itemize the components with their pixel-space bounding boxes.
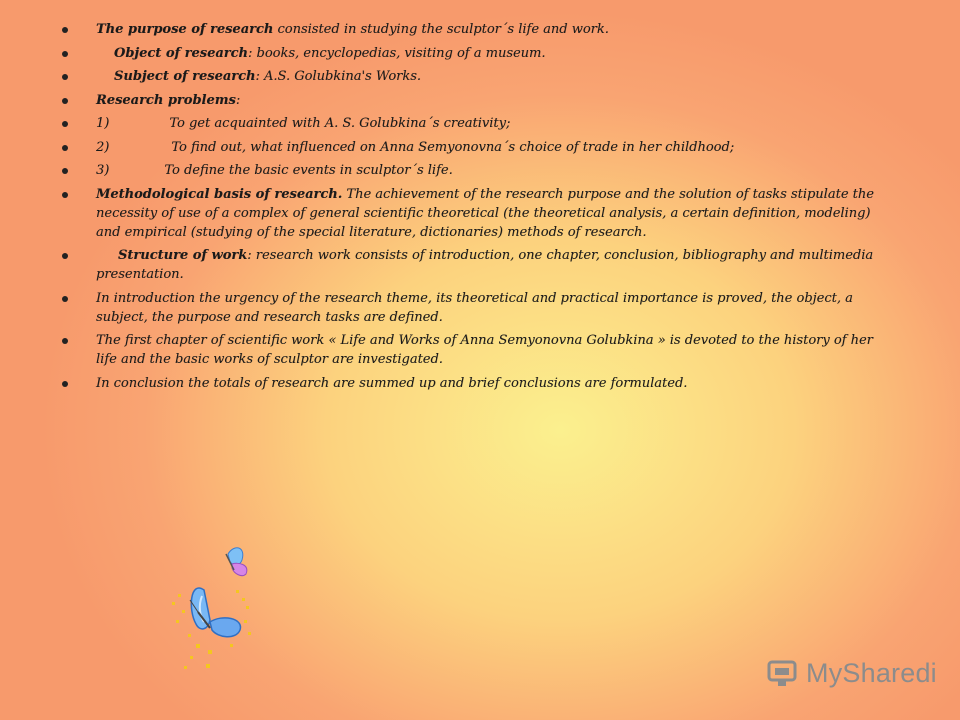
bullet-text: To find out, what influenced on Anna Semyonovna´s choice of trade in her childhood;	[171, 139, 735, 155]
bullet-text: consisted in studying the sculptor´s life and work.	[273, 22, 609, 37]
bullet-first-chapter	[60, 331, 880, 369]
bullet-text: :	[235, 92, 241, 108]
bullet-text: To get acquainted with A. S. Golubkina´s creativity;	[169, 116, 511, 131]
bullet-structure	[60, 246, 880, 284]
bullet-problem-3	[60, 161, 880, 180]
bullet-text: The first chapter of scientific work « Life and Works of Anna Semyonovna Golubkina » is devoted to the history of her life and the basic works of sculptor are investigated.	[96, 333, 873, 367]
mycloud-icon	[766, 657, 800, 689]
bullet-methodology	[60, 185, 880, 242]
bullet-lead: Subject of research	[114, 69, 256, 84]
watermark-text: MySharedi	[806, 657, 937, 688]
bullet-text: The achievement of the research purpose and the solution of tasks stipulate the necessity of use of a complex of general scientific theoretical (the theoretical analysis, a certain definition, modeling) and empirical (studying of the special literature, dictionaries) methods of research.	[96, 186, 874, 240]
problem-number: 2)	[96, 139, 110, 155]
bullet-dot	[62, 121, 68, 127]
bullet-text: In conclusion the totals of research are summed up and brief conclusions are formulated.	[96, 375, 688, 391]
bullet-lead: Methodological basis of research.	[96, 186, 343, 202]
bullet-text: To define the basic events in sculptor´s life.	[164, 163, 453, 178]
bullet-lead: Object of research	[114, 45, 248, 61]
bullet-conclusion	[60, 374, 880, 393]
bullet-subject	[60, 67, 880, 86]
bullet-dot	[62, 51, 68, 57]
bullet-object	[60, 44, 880, 63]
bullet-problems	[60, 91, 880, 110]
bullet-dot	[62, 145, 68, 151]
bullet-dot	[62, 381, 68, 387]
bullet-lead: The purpose of research	[96, 22, 274, 37]
large-butterfly-icon	[190, 588, 240, 637]
problem-number: 3)	[96, 163, 110, 178]
bullet-problem-2	[60, 138, 880, 157]
bullet-lead: Structure of work	[118, 248, 248, 263]
bullet-dot	[62, 338, 68, 344]
bullet-introduction	[60, 289, 880, 327]
slide-content	[60, 20, 880, 397]
bullet-dot	[62, 192, 68, 198]
bullet-dot	[62, 253, 68, 259]
bullet-dot	[62, 168, 68, 174]
bullet-lead: Research problems	[96, 92, 236, 108]
bullet-dot	[62, 296, 68, 302]
bullet-text: In introduction the urgency of the research theme, its theoretical and practical importance is proved, the object, a subject, the purpose and research tasks are defined.	[96, 290, 853, 325]
bullet-problem-1	[60, 114, 880, 133]
butterfly-icon	[160, 540, 270, 680]
bullet-dot	[62, 98, 68, 104]
bullet-purpose	[60, 20, 880, 39]
bullet-text: : books, encyclopedias, visiting of a museum.	[247, 45, 546, 61]
bullet-text: : A.S. Golubkina's Works.	[255, 69, 422, 84]
bullet-text: : research work consists of introduction, one chapter, conclusion, bibliography and multimedia presentation.	[96, 248, 874, 282]
bullet-dot	[62, 27, 68, 33]
watermark	[766, 656, 937, 690]
small-butterfly-icon	[226, 548, 247, 576]
problem-number: 1)	[96, 116, 110, 131]
bullet-list	[60, 20, 880, 393]
bullet-dot	[62, 74, 68, 80]
